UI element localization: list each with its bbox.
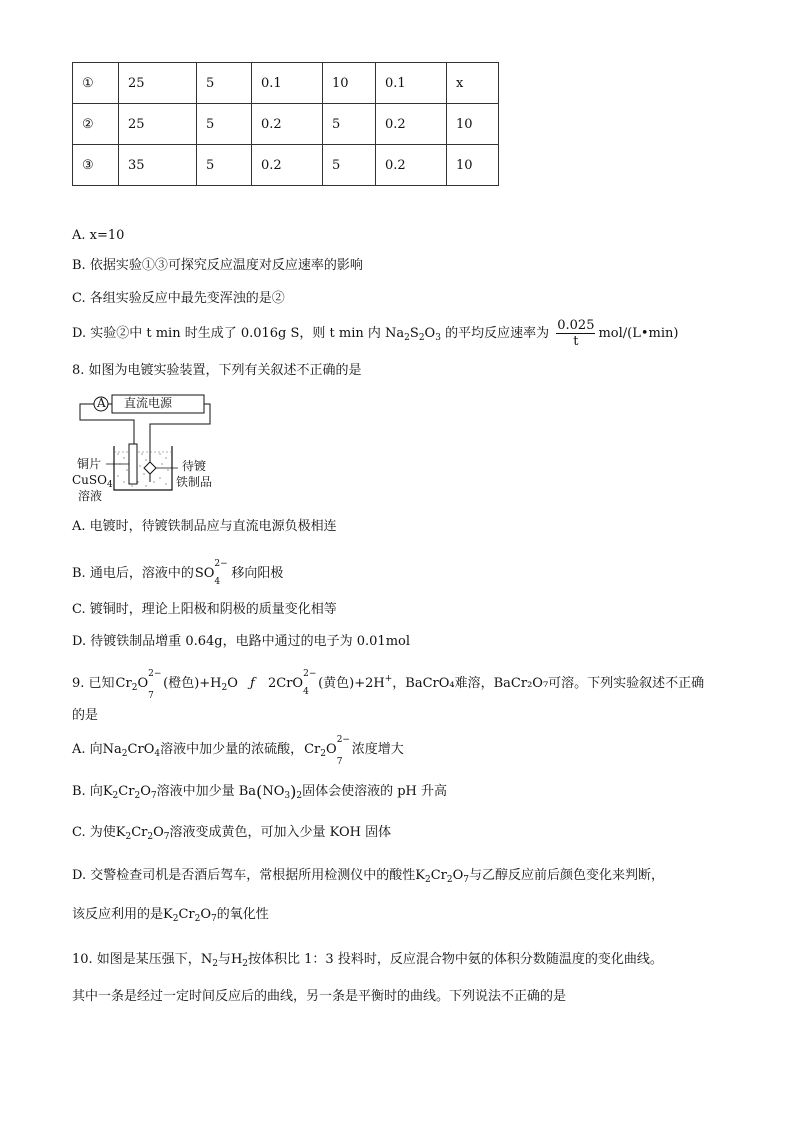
formula-sub: 7 xyxy=(163,832,170,842)
formula-part: S xyxy=(409,326,419,341)
formula-part: K xyxy=(163,907,173,922)
q9-option-d xyxy=(72,867,664,889)
table-cell: ① xyxy=(73,63,119,104)
formula-part: Cr xyxy=(304,742,321,757)
formula-sub: 4 xyxy=(106,480,113,490)
formula-part: Cr xyxy=(131,825,148,840)
q7-option-c: C. 各组实验反应中最先变浑浊的是② xyxy=(72,291,285,306)
q9-option-c xyxy=(72,824,391,846)
formula-part: Ba xyxy=(238,784,257,799)
q7-option-a: A. x=10 xyxy=(72,228,125,243)
table-cell: x xyxy=(447,63,499,104)
formula-sub: 7 xyxy=(150,791,157,801)
q9-text: 浓度增大 xyxy=(351,742,404,757)
q10-text: 与 xyxy=(217,952,231,967)
table-cell: 0.2 xyxy=(252,145,323,186)
q10-text: 按体积比 1：3 投料时，反应混合物中氨的体积分数随温度的变化曲线。 xyxy=(248,952,663,967)
q9-text: 9. 已知 xyxy=(72,676,115,691)
formula-sub: 2 xyxy=(296,791,303,801)
formula-part: Cr xyxy=(118,784,135,799)
table-cell: 0.1 xyxy=(252,63,323,104)
q9-text: A. 向 xyxy=(72,742,103,757)
table-cell: 0.2 xyxy=(376,145,447,186)
formula-part: O xyxy=(200,907,212,922)
formula-sub: 2 xyxy=(131,683,138,693)
formula-part: H xyxy=(230,952,243,967)
rate-unit: mol/(L•min) xyxy=(598,326,679,341)
ammeter-label: A xyxy=(97,396,106,410)
table-row xyxy=(73,104,499,145)
formula-sub: 2 xyxy=(221,683,228,693)
q9-text: ，BaCrO₄难溶，BaCr₂O₇可溶。下列实验叙述不正确 xyxy=(392,676,705,691)
formula-sub: 2 xyxy=(121,749,128,759)
formula-part: K xyxy=(115,825,126,840)
electroplating-diagram xyxy=(72,392,232,502)
formula-part: O xyxy=(326,742,337,757)
table-cell: 25 xyxy=(119,63,197,104)
q9-text: 的氧化性 xyxy=(216,907,269,922)
formula-sup: 2− xyxy=(214,559,228,569)
formula-sub: 7 xyxy=(336,757,343,767)
q9-text: (黄色)+2H xyxy=(318,676,385,691)
formula-part: O xyxy=(227,676,238,691)
table-cell: 0.1 xyxy=(376,63,447,104)
table-cell: 35 xyxy=(119,145,197,186)
formula-part: Cr xyxy=(115,676,132,691)
formula-sub: 3 xyxy=(284,791,291,801)
formula-part: 2CrO xyxy=(268,676,304,691)
q9-text: 溶液中加少量的浓硫酸， xyxy=(160,742,304,757)
formula-part: CrO xyxy=(127,742,155,757)
formula-sulfate xyxy=(194,559,228,587)
q10-stem-line2: 其中一条是经过一定时间反应后的曲线，另一条是平衡时的曲线。下列说法不正确的是 xyxy=(72,989,567,1004)
fraction-denominator: t xyxy=(573,334,579,349)
table-cell: 5 xyxy=(197,145,252,186)
formula-sub: 3 xyxy=(435,333,441,343)
formula-sub: 2 xyxy=(112,791,119,801)
formula-part: SO xyxy=(194,566,215,581)
formula-sub: 4 xyxy=(303,687,309,697)
q7-option-d xyxy=(72,318,678,353)
copper-plate-label: 铜片 xyxy=(77,457,102,471)
table-cell: 10 xyxy=(323,63,376,104)
q8-option-b xyxy=(72,559,284,587)
iron-object-label: 铁制品 xyxy=(176,475,213,489)
q7-option-b: B. 依据实验①③可探究反应温度对反应速率的影响 xyxy=(72,258,363,273)
formula-part: N xyxy=(200,952,213,967)
formula-chromate xyxy=(268,669,317,697)
q9-text: 该反应利用的是 xyxy=(72,907,164,922)
q9-option-d-line2 xyxy=(72,906,269,928)
table-cell: 5 xyxy=(323,104,376,145)
formula-sup: 2− xyxy=(148,669,162,679)
formula-dichromate xyxy=(304,735,350,767)
q8-option-a: A. 电镀时，待镀铁制品应与直流电源负极相连 xyxy=(72,519,337,534)
formula-sup: 2− xyxy=(336,735,350,745)
formula-sub: 2 xyxy=(134,791,141,801)
q8-stem: 8. 如图为电镀实验装置，下列有关叙述不正确的是 xyxy=(72,363,362,378)
formula-part: Cr xyxy=(430,868,447,883)
formula-part: K xyxy=(415,868,425,883)
q7-d-text-mid: 的平均反应速率为 xyxy=(445,326,550,341)
solution-label: 溶液 xyxy=(78,489,103,503)
formula-sub: 4 xyxy=(214,577,221,587)
formula-sub: 2 xyxy=(320,749,327,759)
formula-part: O xyxy=(140,784,151,799)
formula-part: O xyxy=(153,825,164,840)
formula-sub: 2 xyxy=(446,875,453,885)
formula-part: NO xyxy=(262,784,285,799)
q9-text: 固体会使溶液的 pH 升高 xyxy=(302,784,448,799)
rate-fraction xyxy=(556,318,595,349)
q9-text: D. 交警检查司机是否酒后驾车，常根据所用检测仪中的酸性 xyxy=(72,868,416,883)
q9-option-b: B. 向$K_2Cr_2O_7$溶液中加少量 $Ba(NO_3)_2$固体会使溶液的 pH 升高 xyxy=(72,782,448,801)
q8-option-d: D. 待镀铁制品增重 0.64g，电路中通过的电子为 0.01mol xyxy=(72,634,411,649)
q9-text: 溶液变成黄色，可加入少量 KOH 固体 xyxy=(169,825,392,840)
fraction-numerator: 0.025 xyxy=(557,318,595,333)
table-cell: ③ xyxy=(73,145,119,186)
q9-text: 与乙醇反应前后颜色变化来判断， xyxy=(469,868,665,883)
experiment-table xyxy=(72,62,499,186)
formula-sub: 2 xyxy=(172,914,179,924)
formula-dichromate xyxy=(115,669,162,701)
table-cell: 25 xyxy=(119,104,197,145)
plated-label: 待镀 xyxy=(182,459,207,473)
table-row xyxy=(73,145,499,186)
formula-sub: 7 xyxy=(211,914,217,924)
equilibrium-arrow: ƒ xyxy=(250,676,255,691)
formula-sup: + xyxy=(384,674,393,684)
formula-sub: 2 xyxy=(418,333,425,343)
table-cell: ② xyxy=(73,104,119,145)
formula-part: K xyxy=(102,784,113,799)
power-source-label: 直流电源 xyxy=(124,396,173,410)
table-cell: 5 xyxy=(323,145,376,186)
formula-part: Cr xyxy=(178,907,195,922)
q9-text: (橙色)+H xyxy=(163,676,222,691)
q9-text: 溶液中加少量 xyxy=(156,784,235,799)
formula-part: CuSO xyxy=(72,473,107,487)
formula-sub: 2 xyxy=(404,333,410,343)
q8-b-text-post: 移向阳极 xyxy=(231,566,284,581)
formula-sub: 7 xyxy=(463,875,469,885)
q9-text: B. 向 xyxy=(72,784,103,799)
formula-sub: 4 xyxy=(154,749,161,759)
formula-part: Na xyxy=(385,326,405,341)
q9-stem-line2: 的是 xyxy=(72,708,99,723)
formula-part: O xyxy=(452,868,464,883)
formula-part: O xyxy=(137,676,149,691)
q9-option-a xyxy=(72,735,404,767)
table-cell: 0.2 xyxy=(252,104,323,145)
table-cell: 10 xyxy=(447,104,499,145)
q9-stem xyxy=(72,669,705,701)
table-cell: 10 xyxy=(447,145,499,186)
formula-sub: 2 xyxy=(242,959,249,969)
q9-text: C. 为使 xyxy=(72,825,116,840)
formula-sub: 7 xyxy=(148,691,154,701)
formula-sub: 2 xyxy=(212,959,218,969)
table-cell: 5 xyxy=(197,104,252,145)
table-cell: 0.2 xyxy=(376,104,447,145)
formula-sub: 2 xyxy=(147,832,154,842)
formula-part: O xyxy=(424,326,436,341)
table-cell: 5 xyxy=(197,63,252,104)
table-row xyxy=(73,63,499,104)
formula-sub: 2 xyxy=(424,875,431,885)
q10-stem xyxy=(72,951,663,973)
q10-text: 10. 如图是某压强下， xyxy=(72,952,201,967)
formula-na2s2o3 xyxy=(385,326,441,341)
formula-sub: 2 xyxy=(125,832,132,842)
q7-d-text: D. 实验②中 t min 时生成了 0.016g S，则 t min 内 xyxy=(72,326,381,341)
q8-option-c: C. 镀铜时，理论上阳极和阴极的质量变化相等 xyxy=(72,602,337,617)
q8-b-text: B. 通电后，溶液中的 xyxy=(72,566,194,581)
formula-part: Na xyxy=(102,742,122,757)
formula-sub: 2 xyxy=(194,914,201,924)
formula-sup: 2− xyxy=(303,669,317,679)
